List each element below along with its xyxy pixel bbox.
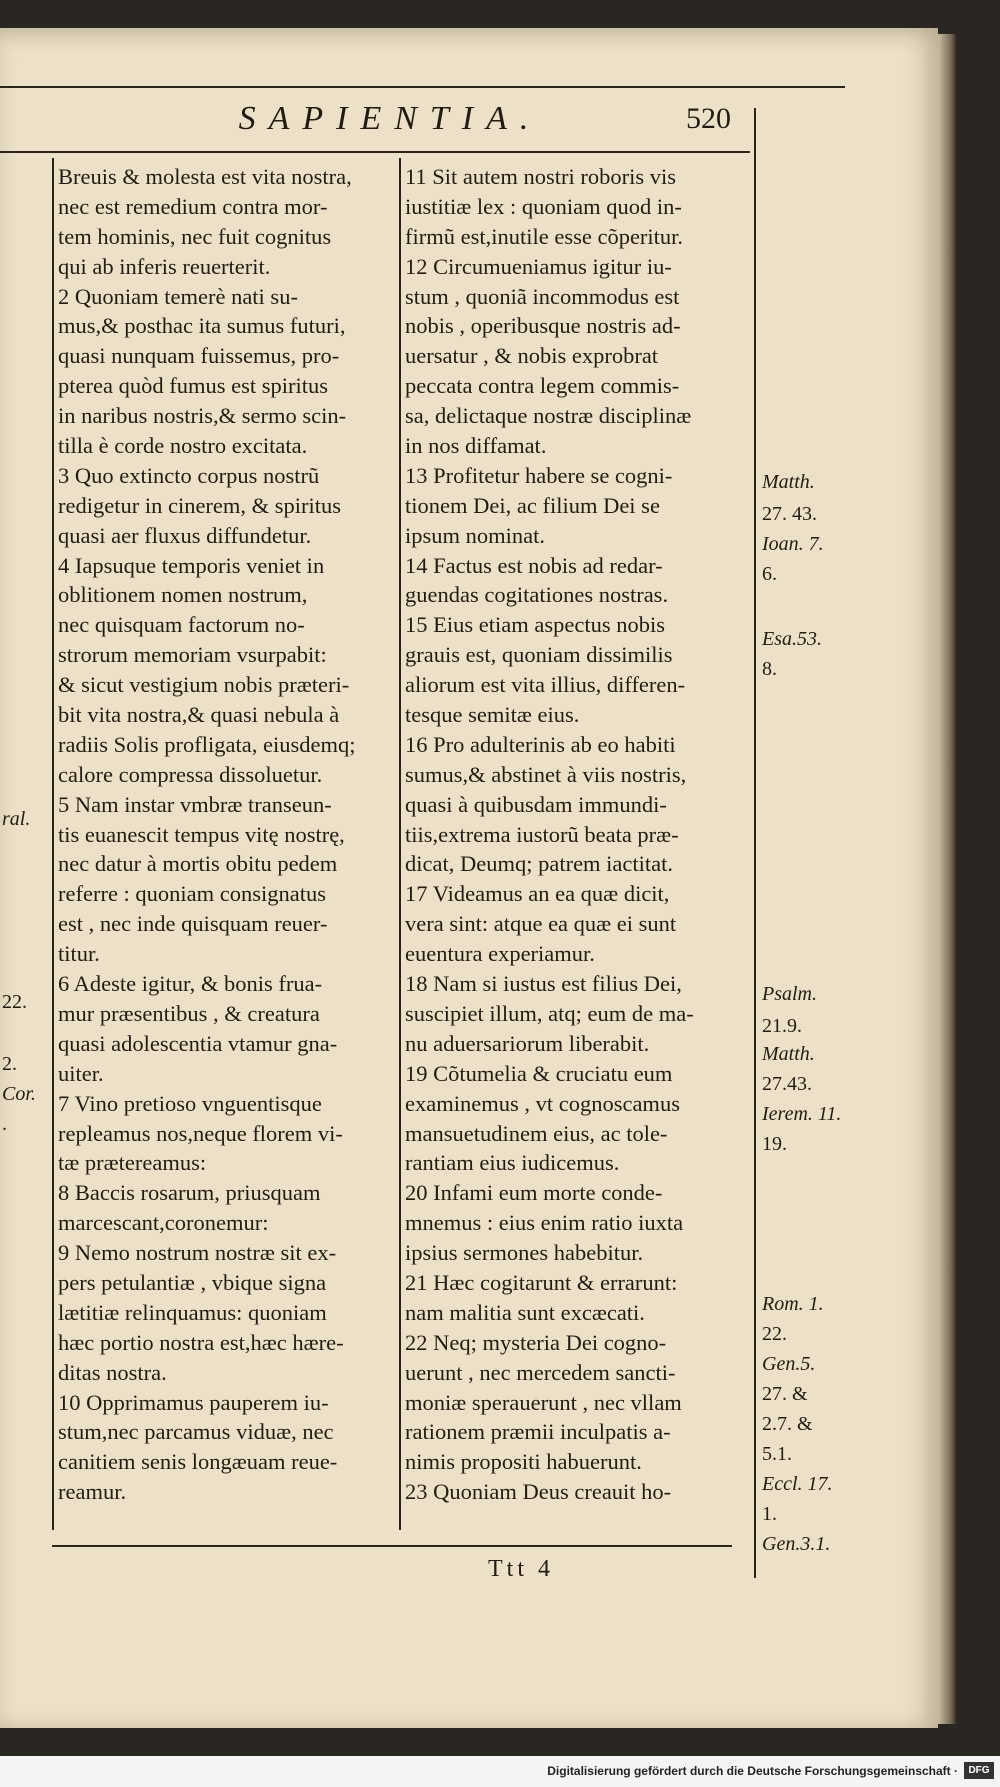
text-line: 3 Quo extincto corpus nostrũ bbox=[58, 462, 320, 488]
text-line: pers petulantiæ , vbique signa bbox=[58, 1269, 327, 1295]
right-text-column bbox=[405, 162, 747, 1507]
text-line: uerunt , nec mercedem sancti- bbox=[405, 1359, 676, 1385]
text-line: rantiam eius iudicemus. bbox=[405, 1150, 620, 1176]
margin-note: 19. bbox=[762, 1133, 787, 1155]
margin-note: Esa.53. bbox=[762, 628, 822, 650]
page-number: 520 bbox=[686, 102, 731, 135]
text-line: quasi à quibusdam immundi- bbox=[405, 791, 667, 817]
text-line: nobis , operibusque nostris ad- bbox=[405, 313, 681, 339]
header-top-rule bbox=[0, 86, 845, 88]
text-line: ipsum nominat. bbox=[405, 522, 545, 548]
text-line: 22 Neq; mysteria Dei cogno- bbox=[405, 1329, 667, 1355]
text-line: 16 Pro adulterinis ab eo habiti bbox=[405, 731, 676, 757]
text-line: in nos diffamat. bbox=[405, 433, 547, 459]
text-line: nec est remedium contra mor- bbox=[58, 193, 328, 219]
dfg-logo: DFG bbox=[964, 1762, 994, 1779]
running-title: SAPIENTIA. bbox=[238, 100, 542, 137]
text-line: iustitiæ lex : quoniam quod in- bbox=[405, 193, 682, 219]
text-line: sa, delictaque nostræ disciplinæ bbox=[405, 403, 692, 429]
text-line: qui ab inferis reuerterit. bbox=[58, 253, 271, 279]
text-line: canitiem senis longæuam reue- bbox=[58, 1449, 338, 1475]
text-line: rationem præmii inculpatis a- bbox=[405, 1419, 671, 1445]
text-line: mur præsentibus , & creatura bbox=[58, 1000, 320, 1026]
text-line: strorum memoriam vsurpabit: bbox=[58, 642, 327, 668]
text-line: in naribus nostris,& sermo scin- bbox=[58, 403, 347, 429]
text-line: bit vita nostra,& quasi nebula à bbox=[58, 702, 340, 728]
text-line: guendas cogitationes nostras. bbox=[405, 582, 669, 608]
text-line: 13 Profitetur habere se cogni- bbox=[405, 462, 673, 488]
text-line: firmũ est,inutile esse cõperitur. bbox=[405, 223, 684, 249]
text-line: stum,nec parcamus viduæ, nec bbox=[58, 1419, 334, 1445]
text-line: 17 Videamus an ea quæ dicit, bbox=[405, 881, 670, 907]
text-line: & sicut vestigium nobis præteri- bbox=[58, 672, 350, 698]
text-line: 18 Nam si iustus est filius Dei, bbox=[405, 971, 682, 997]
margin-note: Gen.3.1. bbox=[762, 1533, 831, 1555]
margin-note: Eccl. 17. bbox=[762, 1473, 833, 1495]
text-line: 4 Iapsuque temporis veniet in bbox=[58, 552, 325, 578]
text-line: nimis propositi habuerunt. bbox=[405, 1449, 642, 1475]
margin-note: Rom. 1. bbox=[762, 1293, 824, 1315]
text-line: tesque semitæ eius. bbox=[405, 702, 580, 728]
text-line: 11 Sit autem nostri roboris vis bbox=[405, 164, 677, 189]
header-bottom-rule bbox=[0, 151, 750, 153]
text-line: radiis Solis profligata, eiusdemq; bbox=[58, 731, 356, 757]
text-line: 2 Quoniam temerè nati su- bbox=[58, 283, 298, 309]
text-line: nec datur à mortis obitu pedem bbox=[58, 851, 338, 877]
left-margin-note: 2. bbox=[2, 1053, 17, 1075]
text-line: redigetur in cinerem, & spiritus bbox=[58, 492, 342, 518]
margin-note: 27. & bbox=[762, 1383, 808, 1405]
margin-note: 8. bbox=[762, 658, 777, 680]
center-column-rule bbox=[399, 158, 401, 1530]
text-line: quasi aer fluxus diffundetur. bbox=[58, 522, 312, 548]
text-line: tæ prætereamus: bbox=[58, 1150, 207, 1176]
text-line: moniæ sperauerunt , nec vllam bbox=[405, 1389, 682, 1415]
left-margin-note: . bbox=[2, 1113, 7, 1135]
margin-note: Matth. bbox=[762, 471, 815, 493]
text-line: tilla è corde nostro excitata. bbox=[58, 433, 308, 459]
margin-note: 1. bbox=[762, 1503, 777, 1525]
text-line: grauis est, quoniam dissimilis bbox=[405, 642, 673, 668]
text-line: examinemus , vt cognoscamus bbox=[405, 1090, 680, 1116]
text-line: uersatur , & nobis exprobrat bbox=[405, 343, 659, 369]
text-line: 5 Nam instar vmbræ transeun- bbox=[58, 791, 332, 817]
text-line: euentura experiamur. bbox=[405, 941, 595, 967]
text-line: 15 Eius etiam aspectus nobis bbox=[405, 612, 665, 638]
digitization-footer bbox=[0, 1756, 1000, 1787]
text-line: reamur. bbox=[58, 1479, 127, 1505]
text-line: quasi nunquam fuissemus, pro- bbox=[58, 343, 340, 369]
text-line: 21 Hæc cogitarunt & errarunt: bbox=[405, 1269, 678, 1295]
text-line: sumus,& abstinet à viis nostris, bbox=[405, 761, 687, 787]
text-line: vera sint: atque ea quæ ei sunt bbox=[405, 911, 677, 937]
text-line: lætitiæ relinquamus: quoniam bbox=[58, 1299, 327, 1325]
text-line: uiter. bbox=[58, 1060, 104, 1086]
footer-credit: Digitalisierung gefördert durch die Deutsche Forschungsgemeinschaft · bbox=[547, 1764, 958, 1778]
text-line: Breuis & molesta est vita nostra, bbox=[58, 164, 352, 189]
text-line: tionem Dei, ac filium Dei se bbox=[405, 492, 660, 518]
text-line: ditas nostra. bbox=[58, 1359, 167, 1385]
left-text-column bbox=[58, 162, 394, 1507]
left-column-rule bbox=[52, 158, 54, 1530]
text-line: 7 Vino pretioso vnguentisque bbox=[58, 1090, 322, 1116]
text-line: 10 Opprimamus pauperem iu- bbox=[58, 1389, 329, 1415]
text-line: peccata contra legem commis- bbox=[405, 373, 680, 399]
margin-note: 2.7. & bbox=[762, 1413, 813, 1435]
margin-note: 21.9. bbox=[762, 1015, 802, 1037]
text-line: marcescant,coronemur: bbox=[58, 1210, 269, 1236]
margin-note: Gen.5. bbox=[762, 1353, 816, 1375]
margin-note: Matth. bbox=[762, 1043, 815, 1065]
text-line: pterea quòd fumus est spiritus bbox=[58, 373, 328, 399]
text-line: quasi adolescentia vtamur gna- bbox=[58, 1030, 338, 1056]
text-line: 20 Infami eum morte conde- bbox=[405, 1180, 663, 1206]
left-margin-note: ral. bbox=[2, 808, 31, 830]
text-line: tis euanescit tempus vitę nostrę, bbox=[58, 821, 345, 847]
text-line: 8 Baccis rosarum, priusquam bbox=[58, 1180, 321, 1206]
margin-note: 27. 43. bbox=[762, 503, 817, 525]
text-line: 6 Adeste igitur, & bonis frua- bbox=[58, 971, 323, 997]
text-line: dicat, Deumq; patrem iactitat. bbox=[405, 851, 674, 877]
text-line: calore compressa dissoluetur. bbox=[58, 761, 323, 787]
page-edge bbox=[938, 34, 956, 1724]
text-line: 23 Quoniam Deus creauit ho- bbox=[405, 1479, 672, 1505]
text-line: ipsius sermones habebitur. bbox=[405, 1240, 644, 1266]
margin-column-rule bbox=[754, 108, 756, 1578]
text-line: nu aduersariorum liberabit. bbox=[405, 1030, 650, 1056]
text-line: mus,& posthac ita sumus futuri, bbox=[58, 313, 346, 339]
left-margin-note: Cor. bbox=[2, 1083, 36, 1105]
text-line: repleamus nos,neque florem vi- bbox=[58, 1120, 343, 1146]
footer-rule bbox=[52, 1545, 732, 1547]
text-line: 9 Nemo nostrum nostræ sit ex- bbox=[58, 1240, 337, 1266]
text-line: 12 Circumueniamus igitur iu- bbox=[405, 253, 672, 279]
signature-mark: Ttt 4 bbox=[488, 1556, 554, 1582]
margin-note: 22. bbox=[762, 1323, 787, 1345]
margin-note: 27.43. bbox=[762, 1073, 812, 1095]
text-line: oblitionem nomen nostrum, bbox=[58, 582, 308, 608]
margin-note: Ierem. 11. bbox=[762, 1103, 842, 1125]
text-line: mnemus : eius enim ratio iuxta bbox=[405, 1210, 684, 1236]
text-line: referre : quoniam consignatus bbox=[58, 881, 327, 907]
text-line: tiis,extrema iustorũ beata præ- bbox=[405, 821, 679, 847]
text-line: tem hominis, nec fuit cognitus bbox=[58, 223, 332, 249]
left-margin-note: 22. bbox=[2, 991, 27, 1013]
margin-note: Psalm. bbox=[762, 983, 817, 1005]
text-line: titur. bbox=[58, 941, 100, 967]
text-line: hæc portio nostra est,hæc hære- bbox=[58, 1329, 344, 1355]
text-line: est , nec inde quisquam reuer- bbox=[58, 911, 328, 937]
text-line: 14 Factus est nobis ad redar- bbox=[405, 552, 663, 578]
text-line: mansuetudinem eius, ac tole- bbox=[405, 1120, 668, 1146]
margin-note: 5.1. bbox=[762, 1443, 792, 1465]
text-line: nam malitia sunt excæcati. bbox=[405, 1299, 645, 1325]
margin-note: 6. bbox=[762, 563, 777, 585]
text-line: suscipiet illum, atq; eum de ma- bbox=[405, 1000, 694, 1026]
text-line: 19 Cõtumelia & cruciatu eum bbox=[405, 1060, 673, 1086]
text-line: nec quisquam factorum no- bbox=[58, 612, 305, 638]
text-line: stum , quoniã incommodus est bbox=[405, 283, 680, 309]
margin-note: Ioan. 7. bbox=[762, 533, 824, 555]
text-line: aliorum est vita illius, differen- bbox=[405, 672, 686, 698]
